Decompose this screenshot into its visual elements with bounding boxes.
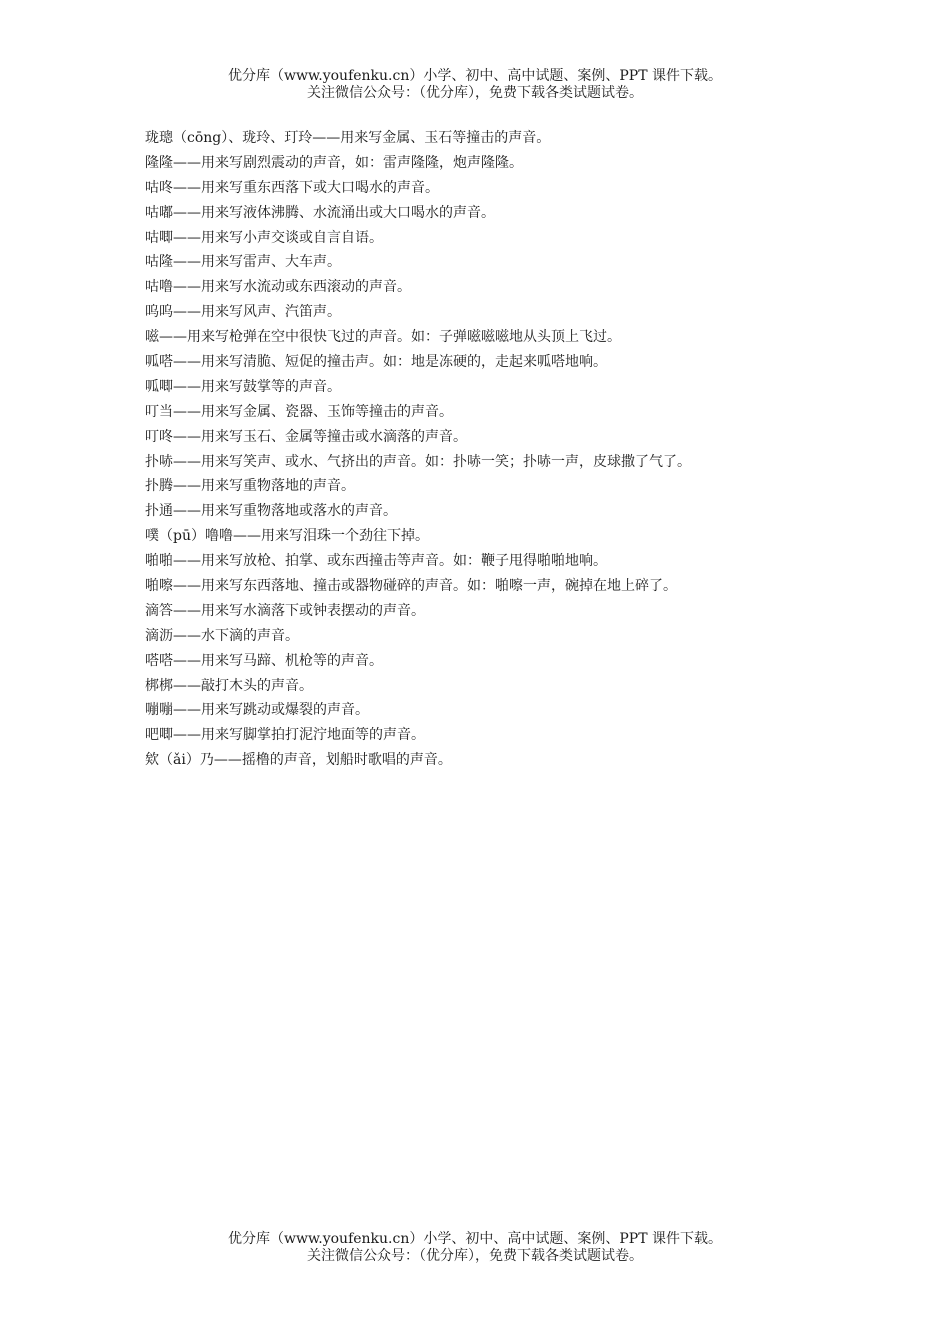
text-line: 啪嚓——用来写东西落地、撞击或器物碰碎的声音。如：啪嚓一声，碗掉在地上碎了。: [145, 578, 677, 595]
text-line: 滴答——用来写水滴落下或钟表摆动的声音。: [145, 602, 425, 619]
text-line: 嗞——用来写枪弹在空中很快飞过的声音。如：子弹嗞嗞嗞地从头顶上飞过。: [145, 329, 621, 346]
text-line: 嗒嗒——用来写马蹄、机枪等的声音。: [145, 652, 383, 669]
header-line-2: 关注微信公众号：（优分库），免费下载各类试题试卷。: [307, 85, 643, 101]
page-header: [0, 68, 950, 102]
text-line: 梆梆——敲打木头的声音。: [145, 677, 313, 694]
text-line: 珑璁（cōng）、珑玲、玎玲——用来写金属、玉石等撞击的声音。: [145, 130, 551, 146]
text-line: 噗（pū）噜噜——用来写泪珠一个劲往下掉。: [145, 528, 429, 545]
text-line: 咕咚——用来写重东西落下或大口喝水的声音。: [145, 179, 439, 196]
text-line: 滴沥——水下滴的声音。: [145, 627, 299, 644]
text-line: 叮当——用来写金属、瓷器、玉饰等撞击的声音。: [145, 403, 453, 420]
text-line: 欸（ǎi）乃——摇橹的声音，划船时歌唱的声音。: [145, 752, 452, 769]
text-line: 咕唧——用来写小声交谈或自言自语。: [145, 229, 383, 246]
footer-line-2: 关注微信公众号：（优分库），免费下载各类试题试卷。: [307, 1248, 643, 1264]
text-line: 扑哧——用来写笑声、或水、气挤出的声音。如：扑哧一笑；扑哧一声，皮球撒了气了。: [145, 453, 691, 470]
text-line: 叮咚——用来写玉石、金属等撞击或水滴落的声音。: [145, 428, 467, 445]
text-line: 扑通——用来写重物落地或落水的声音。: [145, 503, 397, 520]
page-footer: [0, 1231, 950, 1265]
header-line-1: 优分库（www.youfenku.cn）小学、初中、高中试题、案例、PPT 课件下载。: [227, 68, 722, 84]
text-line: 呜呜——用来写风声、汽笛声。: [145, 304, 341, 321]
text-line: 啪啪——用来写放枪、拍掌、或东西撞击等声音。如：鞭子甩得啪啪地响。: [145, 553, 607, 570]
text-line: 吧唧——用来写脚掌拍打泥泞地面等的声音。: [145, 727, 425, 744]
text-line: 嘣嘣——用来写跳动或爆裂的声音。: [145, 702, 369, 719]
document-body: [145, 126, 845, 773]
text-line: 咕嘟——用来写液体沸腾、水流涌出或大口喝水的声音。: [145, 204, 495, 221]
text-line: 咕噜——用来写水流动或东西滚动的声音。: [145, 279, 411, 296]
text-line: 扑腾——用来写重物落地的声音。: [145, 478, 355, 495]
text-line: 呱唧——用来写鼓掌等的声音。: [145, 378, 341, 395]
text-line: 隆隆——用来写剧烈震动的声音，如：雷声隆隆，炮声隆隆。: [145, 154, 523, 171]
footer-line-1: 优分库（www.youfenku.cn）小学、初中、高中试题、案例、PPT 课件下载。: [227, 1231, 722, 1247]
text-line: 呱嗒——用来写清脆、短促的撞击声。如：地是冻硬的，走起来呱嗒地响。: [145, 354, 607, 371]
text-line: 咕隆——用来写雷声、大车声。: [145, 254, 341, 271]
